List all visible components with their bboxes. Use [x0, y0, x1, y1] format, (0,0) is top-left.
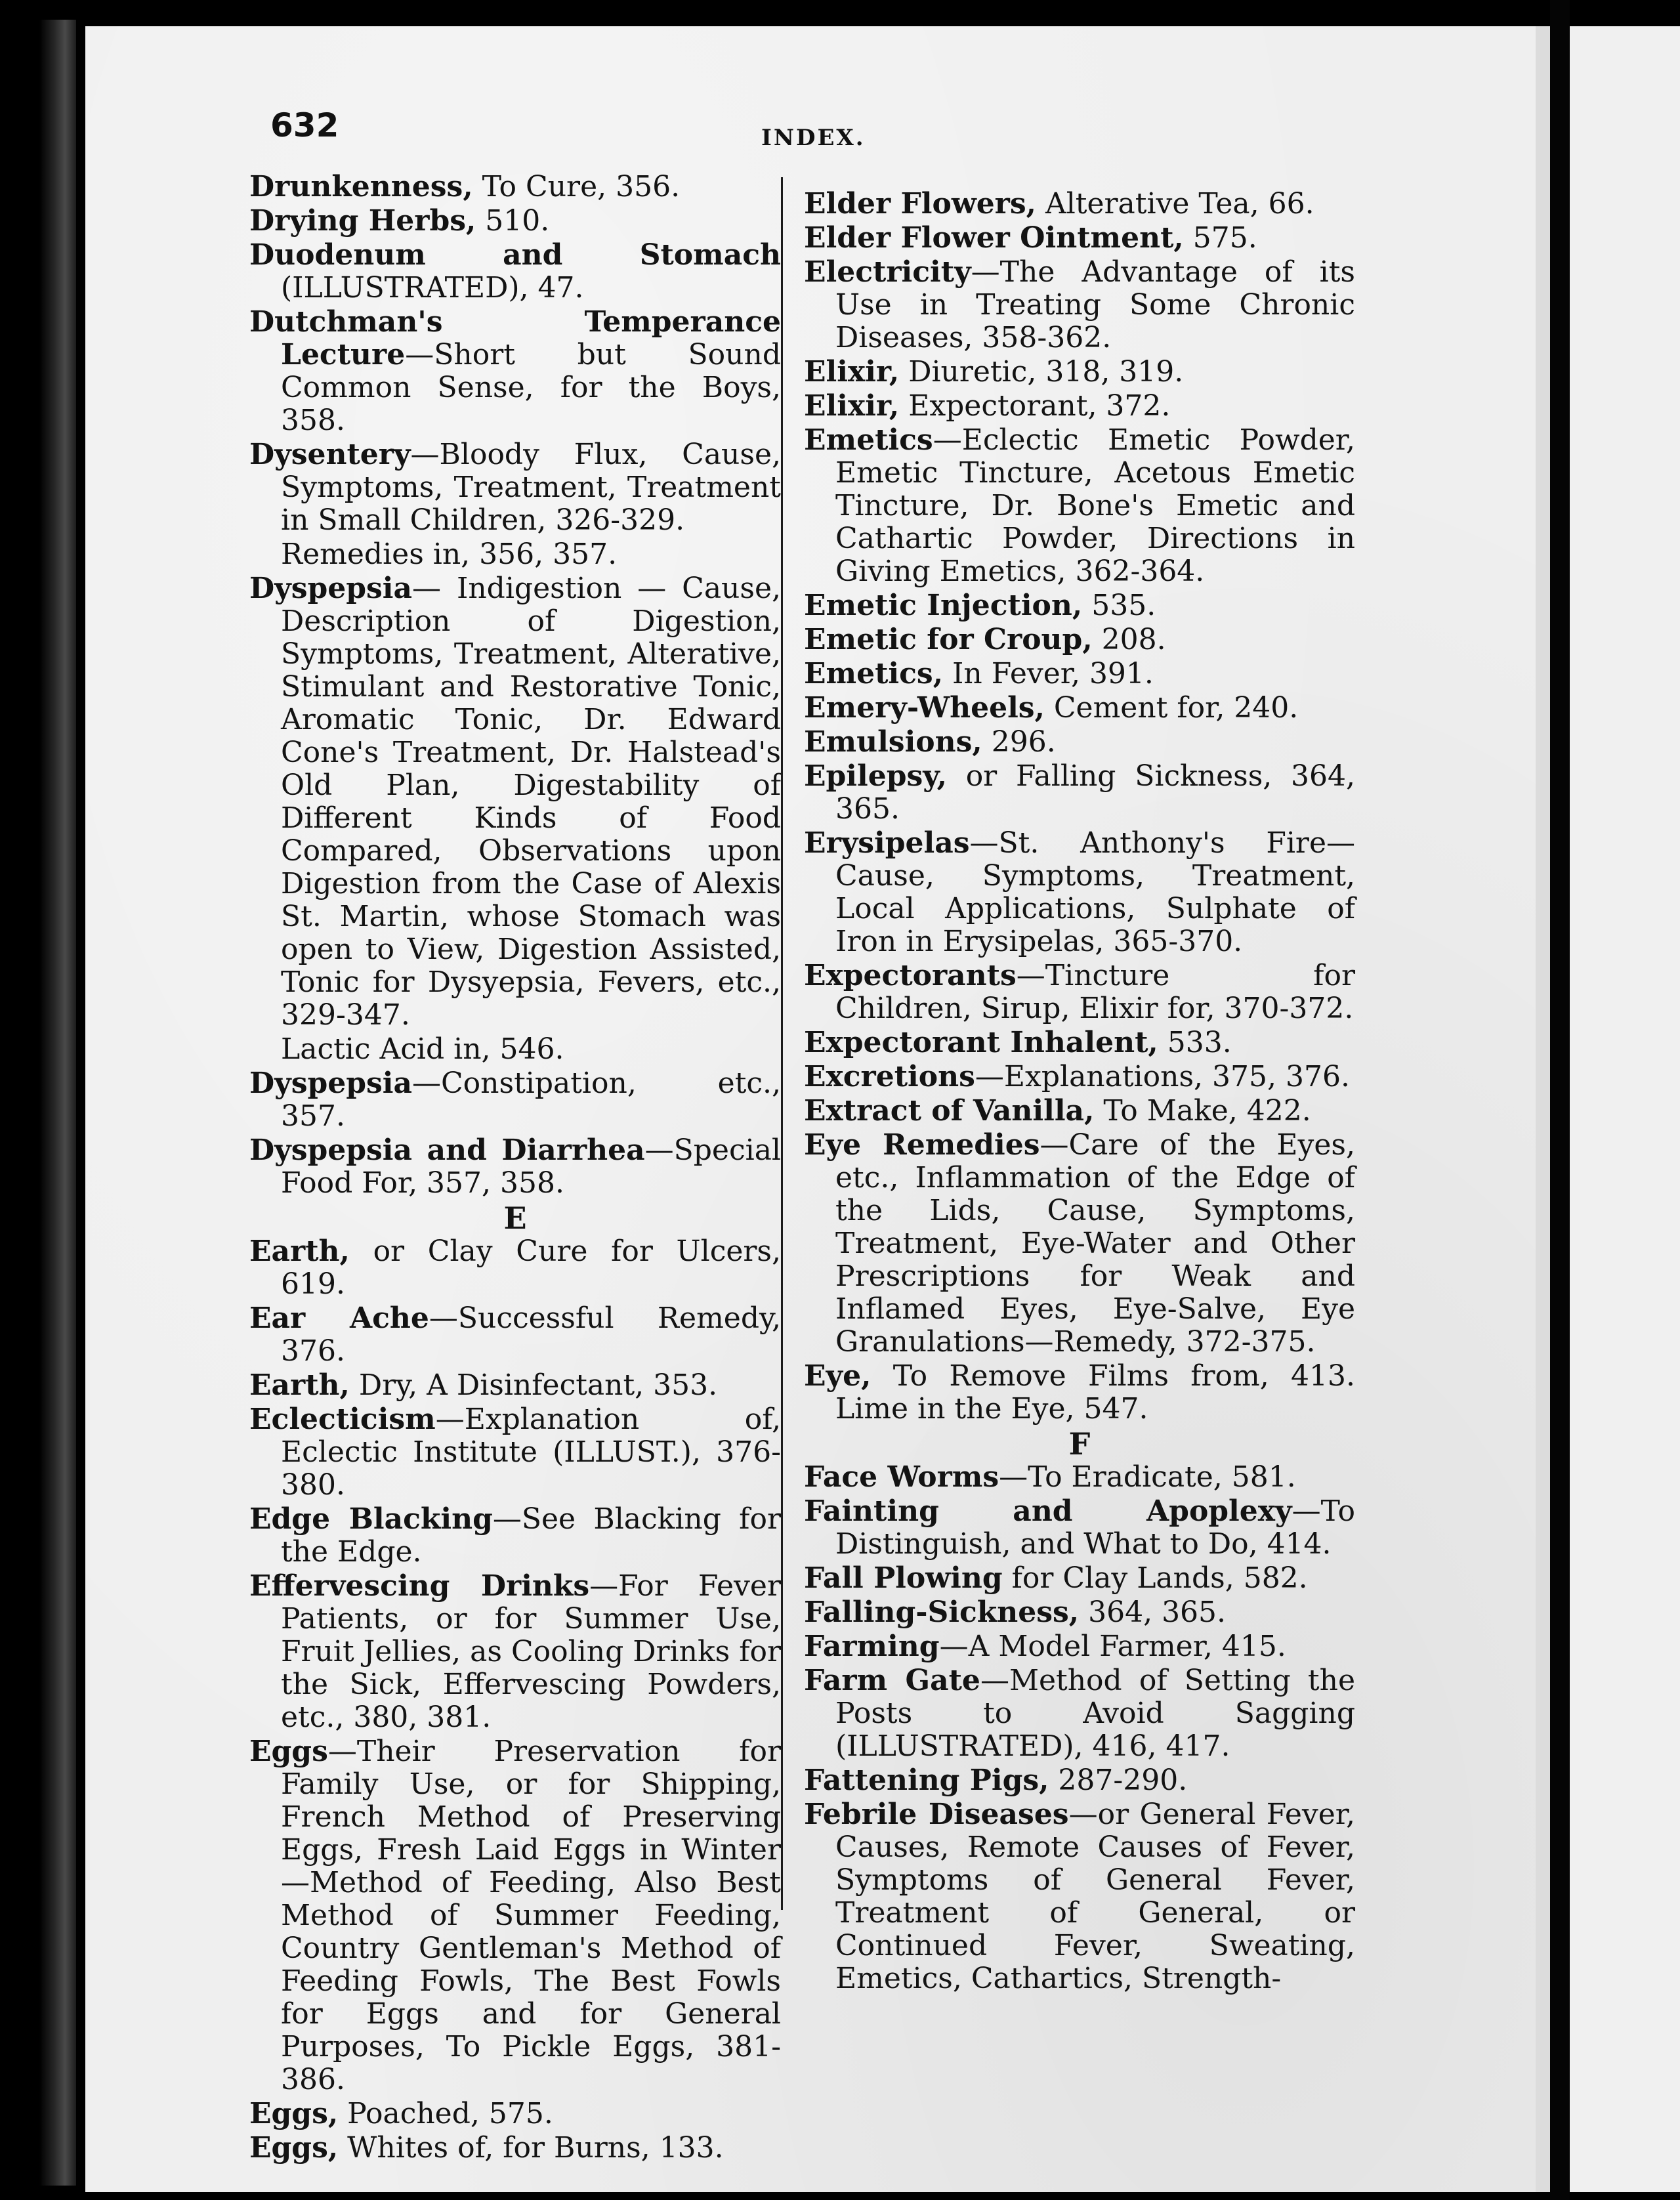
index-entry-text: —Constipation, etc., 357. — [281, 1067, 781, 1133]
index-headword: Febrile Diseases — [804, 1798, 1069, 1831]
index-entry — [804, 424, 1355, 588]
page-edge-shadow — [1550, 0, 1570, 2200]
index-headword: Emetics, — [804, 657, 944, 690]
index-entry-text: Dry, A Disinfectant, 353. — [349, 1368, 718, 1402]
index-entry — [804, 1360, 1355, 1426]
index-entry — [804, 1095, 1355, 1128]
index-entry-text: —St. Anthony's Fire—Cause, Symptoms, Treatment, Local Applications, Sulphate of Iron in Erysipelas, 365-370. — [835, 826, 1355, 958]
index-entry — [804, 960, 1355, 1025]
index-headword: Eggs, — [249, 2097, 339, 2130]
index-entry — [804, 1664, 1355, 1763]
index-headword: Dyspepsia and Diarrhea — [249, 1133, 645, 1167]
index-entry-text: Alterative Tea, 66. — [1036, 187, 1314, 221]
index-headword: Earth, — [249, 1235, 350, 1268]
index-headword: Eye, — [804, 1359, 872, 1393]
section-letter: F — [1068, 1426, 1091, 1462]
index-entry-text: —Explanation of, Eclectic Institute (ILLUST.), 376-380. — [281, 1403, 781, 1502]
index-headword: Elder Flowers, — [804, 187, 1036, 221]
index-entry-text: —See Blacking for the Edge. — [281, 1502, 781, 1569]
index-entry — [804, 1495, 1355, 1561]
index-entry — [249, 1302, 781, 1368]
index-entry-text: —Special Food For, 357, 358. — [281, 1133, 781, 1200]
index-entry-text: —Care of the Eyes, etc., Inflammation of the Edge of the Lids, Cause, Symptoms, Treatment, Eye-Water and Other Prescriptions for Weak and Inflamed Eyes, Eye-Salve, Eye Granulations—Remedy, 372-375. — [835, 1128, 1355, 1359]
index-entry-text: —Bloody Flux, Cause, Symptoms, Treatment, Treatment in Small Children, 326-329. — [281, 438, 781, 537]
index-entry-text: To Remove Films from, 413. Lime in the Eye, 547. — [835, 1359, 1355, 1426]
index-entry-text: —Their Preservation for Family Use, or for Shipping, French Method of Preserving Eggs, Fresh Laid Eggs in Winter—Method of Feeding, Also Best Method of Summer Feeding, Country Gentleman's Method of Feeding Fowls, The Best Fowls for Eggs and for General Purposes, To Pickle Eggs, 381-386. — [281, 1735, 781, 2096]
index-entry-text: —For Fever Patients, or for Summer Use, Fruit Jellies, as Cooling Drinks for the Sick, Effervescing Powders, etc., 380, 381. — [281, 1569, 781, 1734]
index-entry — [249, 2098, 781, 2130]
index-entry-text: —or General Fever, Causes, Remote Causes of Fever, Symptoms of General Fever, Treatment of General, or Continued Fever, Sweating, Emetics, Cathartics, Strength- — [835, 1798, 1355, 1995]
index-headword: Eggs, — [249, 2131, 339, 2165]
index-headword: Farm Gate — [804, 1664, 980, 1697]
index-headword: Drunkenness, — [249, 170, 473, 203]
index-entry — [804, 390, 1355, 423]
index-entry-text: Cement for, 240. — [1044, 691, 1299, 725]
index-entry-text: 510. — [476, 204, 550, 238]
index-headword: Erysipelas — [804, 826, 970, 860]
index-entry — [804, 827, 1355, 958]
index-entry — [249, 1735, 781, 2096]
index-entry — [249, 1403, 781, 1502]
index-entry-text: To Make, 422. — [1094, 1094, 1311, 1128]
index-entry-text: —Eclectic Emetic Powder, Emetic Tincture, Acetous Emetic Tincture, Dr. Bone's Emetic and Cathartic Powder, Directions in Giving Emetics, 362-364. — [835, 423, 1355, 588]
index-entry-text: In Fever, 391. — [943, 657, 1154, 690]
index-entry-text: —The Advantage of its Use in Treating Some Chronic Diseases, 358-362. — [835, 255, 1355, 354]
index-entry — [804, 1596, 1355, 1629]
index-entry — [804, 1129, 1355, 1359]
section-letter: E — [503, 1200, 527, 1236]
index-entry — [249, 306, 781, 437]
index-column-right — [804, 188, 1355, 1997]
index-entry — [804, 589, 1355, 622]
index-entry-text: 575. — [1183, 221, 1257, 255]
index-headword: Elixir, — [804, 355, 900, 389]
index-entry-text: —To Distinguish, and What to Do, 414. — [835, 1494, 1355, 1561]
book-binding — [39, 20, 76, 2186]
index-headword: Fall Plowing — [804, 1561, 1003, 1595]
index-entry — [804, 1061, 1355, 1093]
index-entry — [249, 438, 781, 537]
index-entry-text: Whites of, for Burns, 133. — [338, 2131, 724, 2165]
index-headword: Epilepsy, — [804, 759, 947, 793]
index-headword: Extract of Vanilla, — [804, 1094, 1095, 1128]
index-entry — [249, 1369, 781, 1402]
index-entry-text: 533. — [1158, 1026, 1232, 1059]
index-entry — [249, 1235, 781, 1301]
index-entry — [804, 1798, 1355, 1995]
index-headword: Emulsions, — [804, 725, 982, 759]
page-number: 632 — [270, 106, 339, 144]
index-headword: Eye Remedies — [804, 1128, 1040, 1162]
index-headword: Fattening Pigs, — [804, 1764, 1049, 1797]
index-subentry — [249, 1033, 781, 1066]
index-entry-text: — Indigestion — Cause, Description of Digestion, Symptoms, Treatment, Alterative, Stimulant and Restorative Tonic, Aromatic Tonic, Dr. Edward Cone's Treatment, Dr. Halstead's Old Plan, Digestability of Different Kinds of Food Compared, Observations upon Digestion from the Case of Alexis St. Martin, whose Stomach was open to View, Digestion Assisted, Tonic for Dysyepsia, Fevers, etc., 329-347. — [281, 572, 781, 1032]
index-entry-text: —A Model Farmer, 415. — [939, 1630, 1286, 1663]
index-headword: Effervescing Drinks — [249, 1569, 590, 1603]
index-entry — [804, 760, 1355, 826]
index-entry — [249, 1570, 781, 1734]
index-entry-text: 535. — [1082, 589, 1156, 622]
index-headword: Edge Blacking — [249, 1502, 493, 1536]
index-headword: Emery-Wheels, — [804, 691, 1045, 725]
index-entry — [804, 658, 1355, 690]
index-entry-text: or Falling Sickness, 364, 365. — [835, 759, 1355, 826]
index-headword: Eggs — [249, 1735, 328, 1768]
index-entry — [804, 256, 1355, 354]
index-entry — [249, 239, 781, 305]
index-headword: Fainting and Apoplexy — [804, 1494, 1292, 1528]
index-headword: Falling-Sickness, — [804, 1596, 1080, 1629]
index-headword: Emetic for Croup, — [804, 623, 1093, 656]
index-entry-text: (ILLUSTRATED), 47. — [281, 271, 584, 305]
index-entry — [804, 1461, 1355, 1494]
index-entry-text: 364, 365. — [1079, 1596, 1227, 1629]
index-entry — [804, 1764, 1355, 1797]
index-entry — [804, 624, 1355, 656]
index-entry — [804, 692, 1355, 725]
index-headword: Emetics — [804, 423, 933, 457]
index-entry-text: —Method of Setting the Posts to Avoid Sagging (ILLUSTRATED), 416, 417. — [835, 1664, 1355, 1763]
index-entry — [804, 222, 1355, 255]
index-entry — [249, 1503, 781, 1569]
index-entry-text: 287-290. — [1049, 1764, 1188, 1797]
index-entry-text: or Clay Cure for Ulcers, 619. — [281, 1235, 781, 1301]
index-entry-text: Lactic Acid in, 546. — [281, 1032, 564, 1066]
index-headword: Duodenum and Stomach — [249, 238, 781, 272]
index-entry-text: Poached, 575. — [338, 2097, 553, 2130]
index-headword: Excretions — [804, 1060, 975, 1093]
index-headword: Face Worms — [804, 1460, 999, 1494]
index-headword: Farming — [804, 1630, 940, 1663]
index-headword: Drying Herbs, — [249, 204, 476, 238]
index-headword: Electricity — [804, 255, 971, 289]
index-headword: Ear Ache — [249, 1301, 429, 1335]
index-entry-text: To Cure, 356. — [472, 170, 681, 203]
index-headword: Dyspepsia — [249, 1067, 413, 1100]
index-headword: Elixir, — [804, 389, 900, 423]
index-entry — [249, 572, 781, 1032]
index-entry — [804, 1026, 1355, 1059]
index-headword: Dutchman's Temperance Lecture — [249, 305, 781, 371]
index-entry-text: 208. — [1092, 623, 1166, 656]
index-column-left — [249, 171, 781, 2166]
running-head: INDEX. — [761, 125, 866, 151]
index-entry-text: for Clay Lands, 582. — [1002, 1561, 1308, 1595]
index-entry-text: —Short but Sound Common Sense, for the Boys, 358. — [281, 338, 781, 437]
index-headword: Expectorants — [804, 959, 1017, 992]
index-entry-text: —Explanations, 375, 376. — [975, 1060, 1350, 1093]
index-headword: Dyspepsia — [249, 572, 413, 605]
index-entry — [249, 1134, 781, 1200]
index-entry — [249, 205, 781, 238]
index-headword: Dysentery — [249, 438, 411, 471]
index-entry-text: —Successful Remedy, 376. — [281, 1301, 781, 1368]
index-entry-text: 296. — [982, 725, 1056, 759]
index-headword: Expectorant Inhalent, — [804, 1026, 1158, 1059]
index-entry-text: Expectorant, 372. — [899, 389, 1171, 423]
index-entry — [804, 1562, 1355, 1595]
index-headword: Elder Flower Ointment, — [804, 221, 1184, 255]
index-subentry — [249, 538, 781, 571]
index-headword: Emetic Injection, — [804, 589, 1083, 622]
index-entry-text: —Tincture for Children, Sirup, Elixir for, 370-372. — [835, 959, 1355, 1025]
index-entry-text: —To Eradicate, 581. — [999, 1460, 1296, 1494]
index-entry — [804, 726, 1355, 759]
index-entry-text: Remedies in, 356, 357. — [281, 538, 618, 571]
column-divider — [781, 177, 783, 1910]
index-entry — [249, 171, 781, 203]
index-headword: Earth, — [249, 1368, 350, 1402]
index-entry-text: Diuretic, 318, 319. — [899, 355, 1184, 389]
index-entry — [804, 188, 1355, 221]
index-headword: Eclecticism — [249, 1403, 436, 1436]
index-entry — [249, 1067, 781, 1133]
page-gutter — [1536, 26, 1550, 2192]
adjacent-page — [1570, 26, 1680, 2192]
index-entry — [249, 2132, 781, 2165]
index-entry — [804, 356, 1355, 389]
index-entry — [804, 1630, 1355, 1663]
